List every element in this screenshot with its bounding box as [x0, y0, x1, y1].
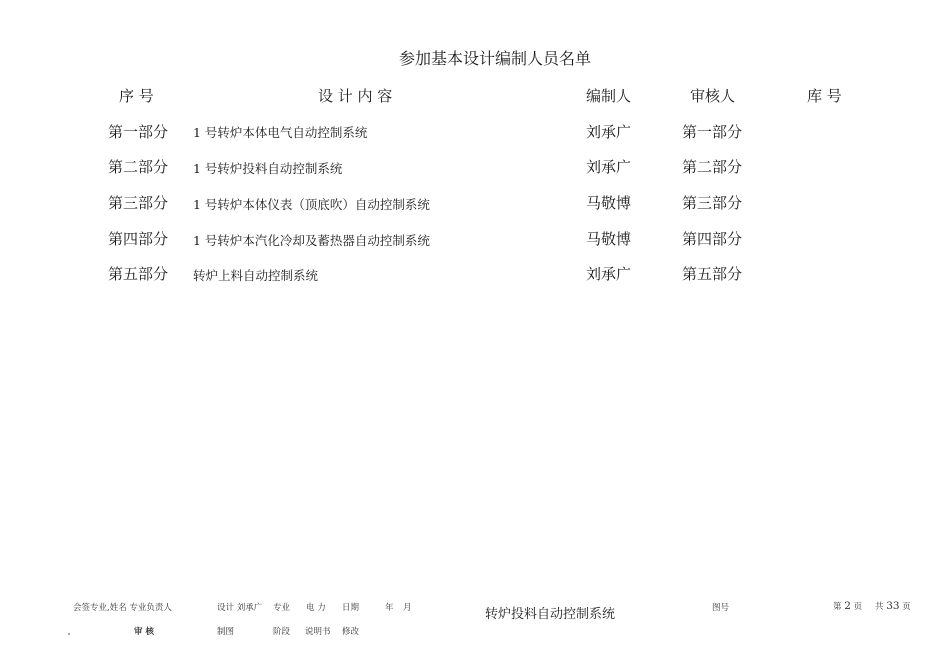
audit-label: 审 核: [134, 627, 154, 637]
designer-field: 设计 刘承广: [217, 603, 263, 613]
editor-name: 刘承广: [586, 123, 632, 141]
part-label: 第五部分: [108, 265, 169, 283]
total-number: 33: [886, 600, 900, 612]
page-title: 参加基本设计编制人员名单: [398, 49, 591, 68]
editor-name: 刘承广: [586, 158, 632, 176]
scan-dot: [68, 633, 70, 635]
header-seq: 序 号: [119, 87, 154, 105]
part-label: 第四部分: [108, 230, 169, 248]
year-label: 年: [385, 603, 394, 613]
design-content: 1 号转炉本汽化冷却及蓄热器自动控制系统: [193, 233, 430, 248]
countersign-label: 会签专业,姓名 专业负责人: [73, 603, 172, 613]
total-suffix: 页: [902, 602, 911, 612]
page-number: 2: [844, 600, 851, 612]
date-label: 日期: [342, 603, 360, 613]
part-label: 第三部分: [108, 194, 169, 212]
stage-label: 阶段: [273, 627, 291, 637]
design-content: 1 号转炉本体电气自动控制系统: [193, 125, 368, 140]
design-content: 1 号转炉本体仪表（顶底吹）自动控制系统: [193, 197, 430, 212]
reviewer-part: 第二部分: [682, 158, 743, 176]
reviewer-part: 第五部分: [682, 265, 743, 283]
total-pages-indicator: [875, 600, 911, 612]
header-reviewer: 审核人: [690, 87, 736, 105]
design-content: 1 号转炉投料自动控制系统: [193, 161, 343, 176]
page-indicator: [833, 600, 862, 612]
total-prefix: 共: [875, 602, 884, 612]
editor-name: 马敬博: [586, 194, 632, 212]
design-content: 转炉上料自动控制系统: [193, 268, 319, 283]
part-label: 第一部分: [108, 123, 169, 141]
drawing-label: 制图: [217, 627, 235, 637]
editor-name: 刘承广: [586, 265, 632, 283]
page-prefix: 第: [833, 602, 842, 612]
drawing-number-label: 图号: [712, 603, 730, 613]
reviewer-part: 第三部分: [682, 194, 743, 212]
revision-label: 修改: [342, 627, 360, 637]
header-editor: 编制人: [586, 87, 632, 105]
header-library: 库 号: [807, 87, 842, 105]
month-label: 月: [403, 603, 412, 613]
part-label: 第二部分: [108, 158, 169, 176]
editor-name: 马敬博: [586, 230, 632, 248]
stage-value: 说明书: [305, 627, 331, 637]
document-title: 转炉投料自动控制系统: [485, 607, 616, 622]
major-label: 专业: [273, 603, 291, 613]
reviewer-part: 第四部分: [682, 230, 743, 248]
major-value: 电 力: [306, 603, 326, 613]
header-content: 设 计 内 容: [318, 87, 393, 105]
reviewer-part: 第一部分: [682, 123, 743, 141]
page-suffix: 页: [853, 602, 863, 612]
